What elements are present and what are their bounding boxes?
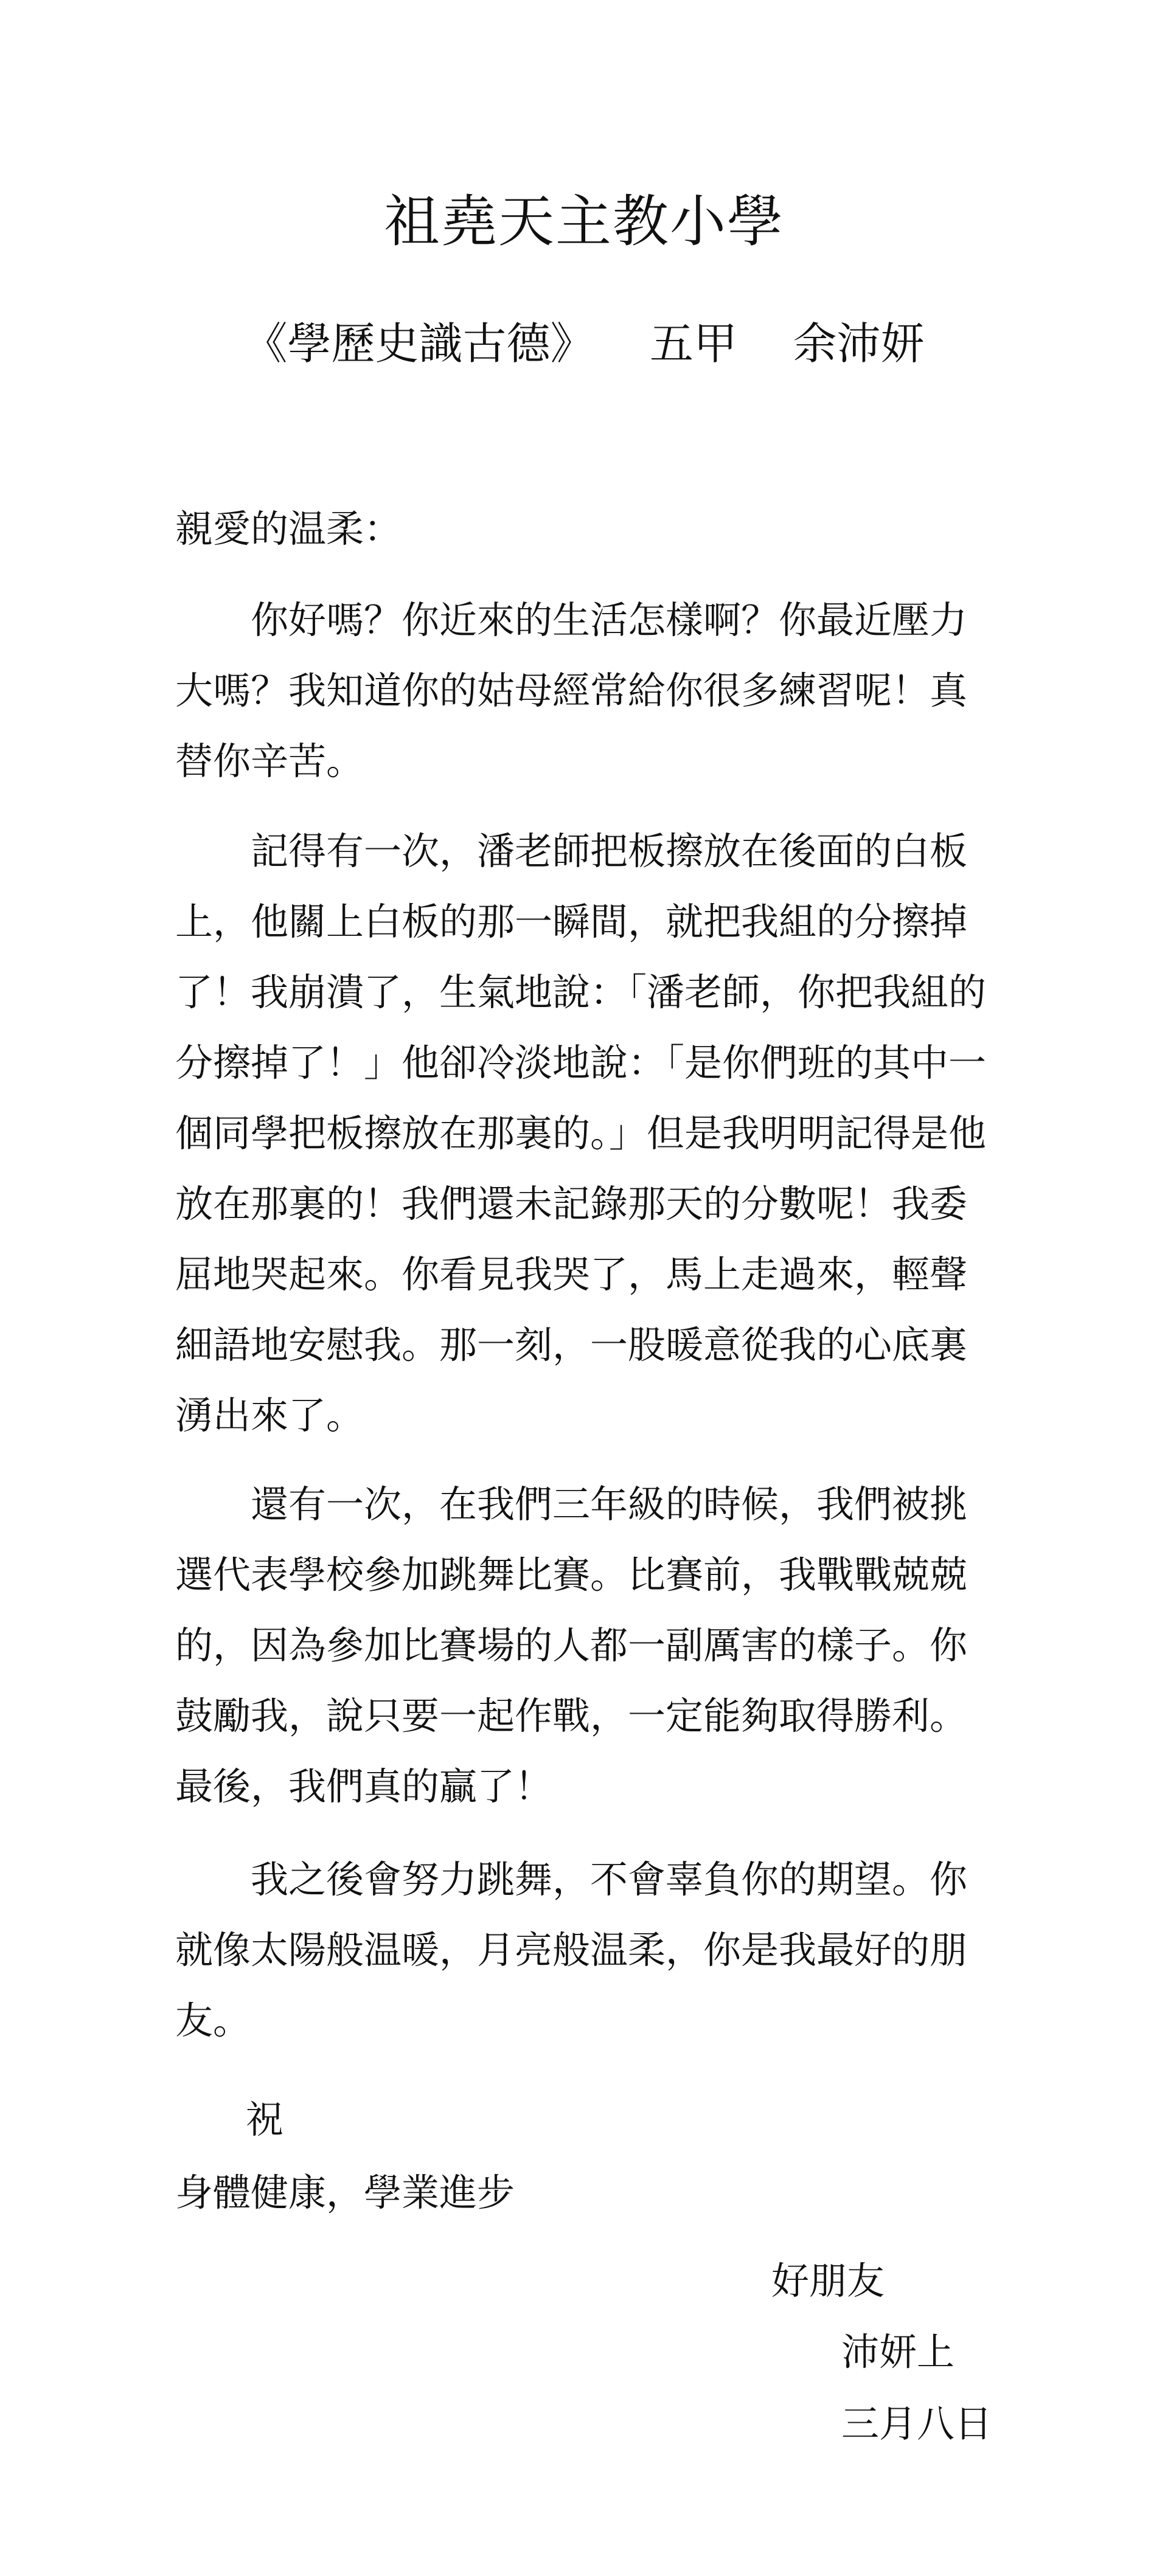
signature-date: 三月八日 [841, 2401, 993, 2446]
paragraph-1: 你好嗎？你近來的生活怎樣啊？你最近壓力大嗎？我知道你的姑母經常給你很多練習呢！真替你辛苦。 [175, 598, 968, 783]
closing-line: 身體健康，學業進步 [175, 2170, 515, 2215]
paragraph-2: 記得有一次，潘老師把板擦放在後面的白板上，他關上白板的那一瞬間，就把我組的分擦掉了！我崩潰了，生氣地說：「潘老師，你把我組的分擦掉了！」他卻冷淡地說：「是你們班的其中一個同學把板擦放在那裏的。」但是我明明記得是他放在那裏的！我們還未記錄那天的分數呢！我委屈地哭起來。你看見我哭了，馬上走過來，輕聲細語地安慰我。那一刻，一股暖意從我的心底裏湧出來了。 [175, 829, 987, 1438]
signature-name: 沛妍上 [841, 2330, 955, 2374]
signature-relation: 好朋友 [771, 2259, 885, 2303]
paragraph-4: 我之後會努力跳舞，不會辜負你的期望。你就像太陽般温暖，月亮般温柔，你是我最好的朋友。 [175, 1857, 968, 2043]
salutation: 親愛的温柔： [175, 507, 402, 551]
school-title: 祖堯天主教小學 [383, 189, 784, 254]
closing-wish: 祝 [246, 2097, 284, 2142]
paragraph-3: 還有一次，在我們三年級的時候，我們被挑選代表學校參加跳舞比賽。比賽前，我戰戰兢兢的，因為參加比賽場的人都一副厲害的樣子。你鼓勵我，說只要一起作戰，一定能夠取得勝利。最後，我們真的贏了！ [175, 1482, 968, 1809]
letter-subtitle: 《學歷史識古德》 五甲 余沛妍 [243, 318, 925, 369]
